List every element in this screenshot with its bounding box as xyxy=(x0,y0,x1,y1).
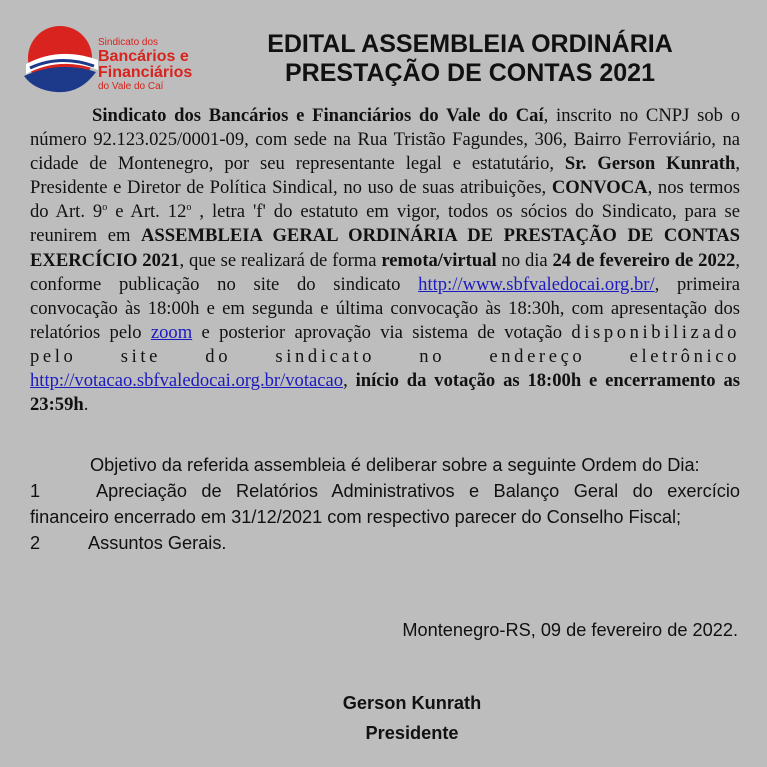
text-segment: , primeira convocação às 18:00h e em segunda e última convocação às 18:30h, com apresentação dos relatórios pelo xyxy=(30,273,740,343)
logo-line-1: Sindicato dos xyxy=(98,37,159,48)
signatory-name: Gerson Kunrath xyxy=(342,693,482,713)
meeting-date: 24 de fevereiro de 2022 xyxy=(552,249,736,271)
agenda-item-text: Apreciação de Relatórios Administrativos e Balanço Geral do exercício financeiro encerrado em 31/12/2021 com respectivo parecer do Conselho Fiscal; xyxy=(30,481,740,527)
meeting-mode: remota/virtual xyxy=(381,249,497,271)
logo-line-3: Financiários xyxy=(98,64,193,81)
title-line-1: EDITAL ASSEMBLEIA ORDINÁRIA xyxy=(267,30,673,58)
text-segment: . xyxy=(83,394,89,416)
text-segment: , nos termos do Art. 9 xyxy=(30,177,740,223)
convocation-text xyxy=(30,104,740,417)
text-segment: , que se realizará de forma xyxy=(179,249,382,271)
text-segment: disponibilizado pelo site do sindicato no endereço eletrônico xyxy=(30,321,740,367)
union-name: Sindicato dos Bancários e Financiários do Vale do Caí xyxy=(92,105,544,126)
superscript: o xyxy=(102,202,108,214)
logo-line-2: Bancários e xyxy=(98,48,189,65)
text-segment: , letra 'f' do estatuto em vigor, todos os sócios do Sindicato, para se reunirem em xyxy=(30,201,741,247)
document-title xyxy=(210,30,730,88)
text-segment: no dia xyxy=(496,249,553,271)
agenda-item-text: Assuntos Gerais. xyxy=(88,533,227,553)
agenda-item-number: 2 xyxy=(30,533,41,553)
text-segment: , inscrito no CNPJ sob o número 92.123.025/0001-09, com sede na Rua Tristão Fagundes, 306, Bairro Ferroviário, na cidade de Montenegro, por seu representante legal e estatutário, xyxy=(30,105,740,175)
agenda-item xyxy=(30,478,740,530)
voting-times: início da votação as 18:00h e encerramento as 23:59h xyxy=(30,370,740,416)
logo-line-4: do Vale do Caí xyxy=(98,81,164,92)
superscript: o xyxy=(186,202,192,214)
text-segment: , conforme publicação no site do sindicato xyxy=(30,249,740,295)
assembly-name: ASSEMBLEIA GERAL ORDINÁRIA DE PRESTAÇÃO DE CONTAS EXERCÍCIO 2021 xyxy=(30,225,740,271)
agenda-intro: Objetivo da referida assembleia é deliberar sobre a seguinte Ordem do Dia: xyxy=(90,455,700,475)
place-and-date: Montenegro-RS, 09 de fevereiro de 2022. xyxy=(402,620,738,640)
signatory-role: Presidente xyxy=(365,723,459,743)
agenda-section xyxy=(30,452,740,556)
text-segment: e posterior aprovação via sistema de votação xyxy=(192,321,572,343)
union-site-link[interactable]: http://www.sbfvaledocai.org.br/ xyxy=(418,273,655,295)
zoom-link[interactable]: zoom xyxy=(150,321,193,343)
title-line-2: PRESTAÇÃO DE CONTAS 2021 xyxy=(285,59,655,87)
convoca-word: CONVOCA xyxy=(551,177,648,199)
text-segment: e Art. 12 xyxy=(107,201,187,223)
voting-link[interactable]: http://votacao.sbfvaledocai.org.br/votacao xyxy=(30,370,344,392)
representative-name: Sr. Gerson Kunrath xyxy=(564,153,736,175)
text-segment: , xyxy=(343,370,356,392)
agenda-item-number: 1 xyxy=(30,481,41,501)
logo-emblem-icon xyxy=(20,24,100,96)
text-segment: , Presidente e Diretor de Política Sindical, no uso de suas atribuições, xyxy=(30,153,740,199)
union-logo xyxy=(20,24,210,96)
agenda-item xyxy=(30,530,740,556)
